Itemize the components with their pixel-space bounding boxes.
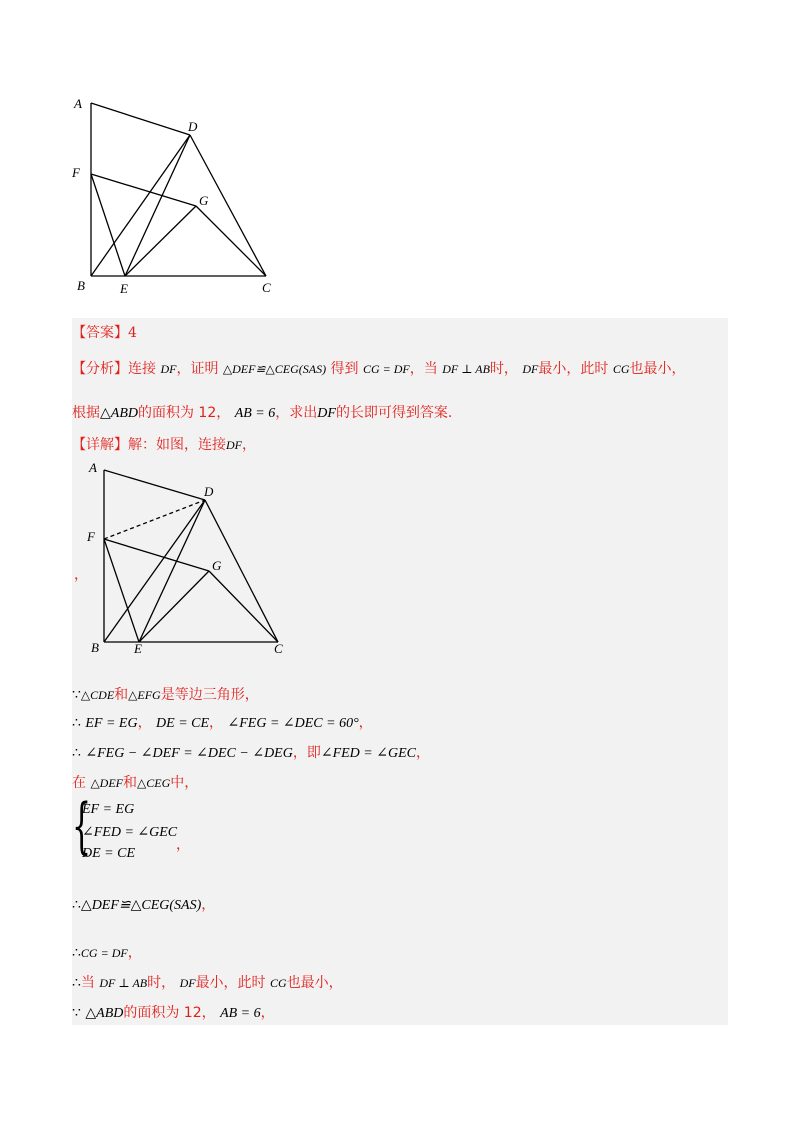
analysis-text: 最小，此时 (538, 361, 609, 377)
system-row: DE = CE (82, 846, 135, 861)
segment-FE (104, 539, 139, 642)
step-text: ， (358, 715, 373, 731)
analysis-math: DF (522, 362, 539, 376)
figure1-label-D: D (188, 119, 198, 134)
analysis-math: AB = 6 (234, 406, 276, 421)
segment-GE (125, 206, 196, 276)
therefore-symbol: ∴ (72, 945, 81, 961)
detail-tag: 【详解】 (72, 437, 128, 453)
analysis-math: DF (160, 362, 177, 376)
analysis-tag: 【分析】 (72, 361, 128, 377)
analysis-text: ，求出 (275, 405, 318, 421)
step-text: 和 (123, 775, 138, 791)
detail-text: ， (242, 437, 256, 453)
analysis-math: DF (317, 406, 336, 421)
analysis-text: 根据 (72, 405, 100, 421)
analysis-line-1 (72, 360, 686, 378)
because-symbol: ∵ (72, 687, 81, 703)
figure2-label-A: A (89, 460, 97, 475)
analysis-text: 的长即可得到答案. (335, 405, 453, 421)
therefore-symbol: ∴ (72, 897, 81, 913)
step-text: ， (127, 945, 142, 961)
therefore-symbol: ∴ (72, 745, 81, 761)
figure1-label-F: F (72, 165, 80, 180)
figure1-label-E: E (120, 281, 128, 296)
answer-value: 4 (128, 325, 137, 341)
analysis-text: 得到 (330, 361, 359, 377)
step-math: DF ⊥ AB (99, 976, 148, 990)
segment-GC (196, 206, 266, 276)
detail-line (72, 436, 256, 454)
analysis-math: CG = DF (362, 362, 410, 376)
step-math: DE = CE (156, 716, 210, 731)
step-text: 和 (114, 687, 129, 703)
analysis-text: 也最小， (629, 361, 686, 377)
analysis-math: △DEF≌△CEG(SAS) (222, 362, 327, 376)
figure2-label-E: E (134, 641, 142, 656)
therefore-symbol: ∴ (72, 975, 81, 991)
step-line-1 (72, 686, 259, 704)
step-math: △CDE (80, 688, 115, 702)
figure1-label-C: C (262, 280, 271, 295)
step-math: △DEF≌△CEG(SAS) (80, 898, 202, 913)
segment-AD (91, 103, 190, 135)
step-line-4 (72, 774, 198, 792)
analysis-line-2 (72, 404, 452, 423)
figure2-label-G: G (212, 558, 222, 573)
step-line-6 (72, 944, 142, 962)
step-line-3 (72, 744, 430, 763)
step-text: 也最小， (286, 975, 343, 991)
answer-tag: 【答案】 (72, 325, 128, 341)
figure1-label-B: B (77, 278, 85, 293)
analysis-math: CG (612, 362, 630, 376)
step-line-2 (72, 714, 373, 733)
segment-GC (209, 571, 278, 642)
segment-FG (104, 539, 209, 571)
detail-text: 解：如图，连接 (128, 437, 226, 453)
step-text: 时， (147, 975, 176, 991)
analysis-text: ，当 (409, 361, 438, 377)
figure2-label-F: F (87, 529, 95, 544)
step-math: CG = DF (80, 946, 128, 960)
figure1-label-G: G (199, 193, 209, 208)
step-text: 当 (80, 975, 95, 991)
figure2-label-D: D (204, 484, 214, 499)
analysis-text: ，证明 (176, 361, 219, 377)
step-text: ， (415, 745, 430, 761)
analysis-math: DF ⊥ AB (442, 362, 490, 376)
system-comma: ， (176, 838, 190, 853)
step-math: △ABD (85, 1006, 124, 1021)
step-text: 最小，此时 (195, 975, 266, 991)
figure2-label-C: C (274, 641, 283, 656)
step-text: ， (260, 1005, 275, 1021)
step-text: ， (137, 715, 152, 731)
trailing-comma: ， (74, 567, 88, 583)
step-text: ， (201, 897, 216, 913)
step-math: △CEG (137, 776, 171, 790)
segment-GE (139, 571, 209, 642)
step-text: 中， (170, 775, 199, 791)
step-text: 在 (72, 775, 86, 791)
segment-DB (104, 500, 205, 642)
segment-FE (91, 174, 125, 276)
segment-AD (104, 470, 205, 500)
segment-DE (125, 135, 190, 276)
geometry-figure-2 (82, 458, 292, 658)
answer-line (72, 324, 137, 342)
step-math: CG (270, 976, 287, 990)
therefore-symbol: ∴ (72, 715, 81, 731)
step-math: ∠FEG − ∠DEF = ∠DEC − ∠DEG (85, 746, 293, 761)
step-line-7 (72, 974, 343, 992)
detail-math: DF (226, 438, 242, 452)
step-math: △DEF (90, 776, 124, 790)
step-math: DF (179, 976, 196, 990)
step-text: ， (209, 715, 224, 731)
segment-DE (139, 500, 205, 642)
analysis-math: △ABD (100, 406, 138, 421)
step-line-8 (72, 1004, 275, 1023)
system-row: EF = EG (82, 802, 135, 817)
analysis-text: 连接 (128, 361, 156, 377)
figure1-label-A: A (74, 96, 82, 111)
step-text: ，即 (292, 745, 321, 761)
answer-panel (72, 318, 728, 1025)
step-math: ∠FED = ∠GEC (320, 746, 416, 761)
system-row: ∠FED = ∠GEC (82, 825, 178, 840)
step-math: EF = EG (85, 716, 138, 731)
because-symbol: ∵ (72, 1005, 81, 1021)
segment-DB (91, 135, 190, 276)
step-math: AB = 6 (220, 1006, 261, 1021)
step-line-5 (72, 896, 215, 915)
analysis-text: 时， (489, 361, 518, 377)
step-math: △EFG (128, 688, 161, 702)
step-text: 是等边三角形， (160, 687, 259, 703)
step-math: ∠FEG = ∠DEC = 60° (227, 716, 359, 731)
left-brace: { (72, 791, 92, 861)
figure2-label-B: B (91, 640, 99, 655)
geometry-figure-1 (60, 90, 290, 300)
analysis-text: 的面积为 12， (137, 405, 231, 421)
step-text: 的面积为 12， (123, 1005, 216, 1021)
